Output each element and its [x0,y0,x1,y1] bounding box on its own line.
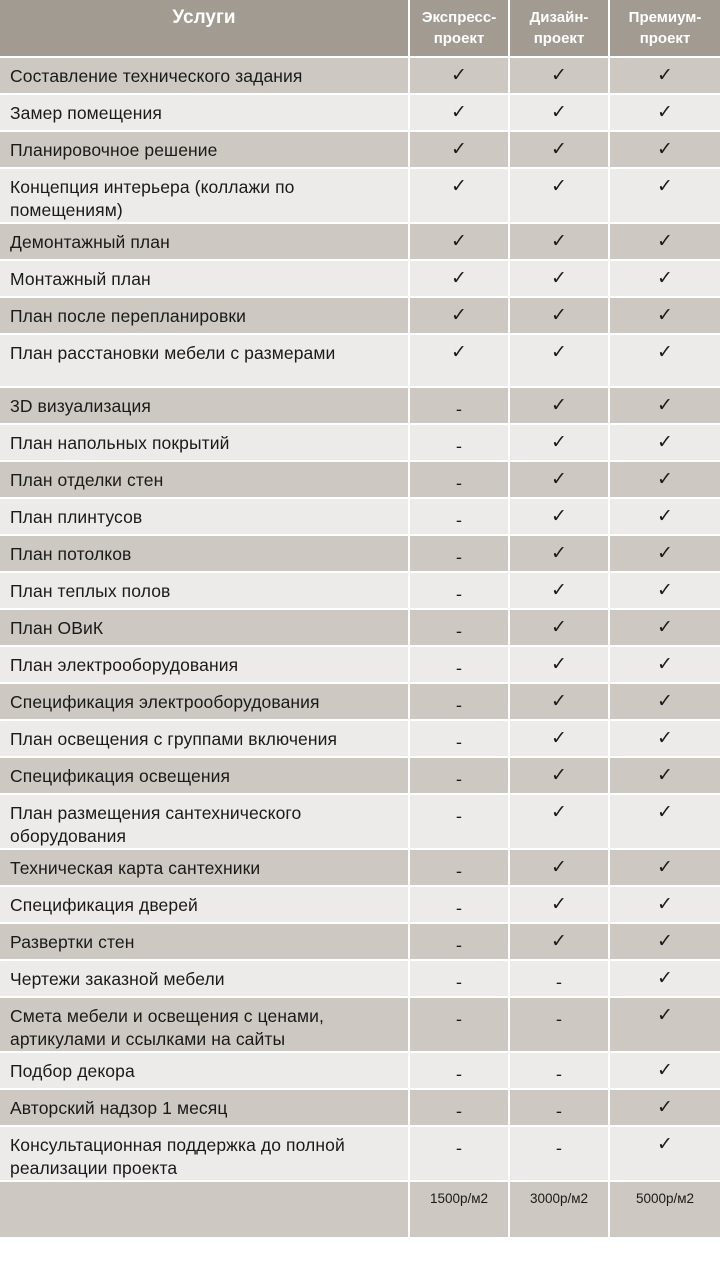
not-included-mark-express: - [409,1089,509,1126]
service-name: Чертежи заказной мебели [0,960,409,997]
plan-header-line1: Премиум- [628,9,702,26]
header-row [0,0,720,57]
included-check-express: ✓ [409,131,509,168]
included-check-premium: ✓ [609,886,720,923]
included-check-design: ✓ [509,57,609,94]
included-check-express: ✓ [409,57,509,94]
table-row [0,168,720,223]
included-check-premium: ✓ [609,683,720,720]
not-included-mark-design: - [509,1126,609,1181]
not-included-mark-express: - [409,757,509,794]
not-included-mark-express: - [409,609,509,646]
included-check-design: ✓ [509,886,609,923]
included-check-design: ✓ [509,131,609,168]
not-included-mark-express: - [409,960,509,997]
included-check-design: ✓ [509,260,609,297]
included-check-premium: ✓ [609,461,720,498]
service-name: Планировочное решение [0,131,409,168]
service-name: Техническая карта сантехники [0,849,409,886]
table-row [0,849,720,886]
included-check-design: ✓ [509,849,609,886]
plan-header-line1: Дизайн- [529,9,589,26]
service-name: План ОВиК [0,609,409,646]
included-check-premium: ✓ [609,1052,720,1089]
not-included-mark-design: - [509,997,609,1052]
table-row [0,646,720,683]
not-included-mark-design: - [509,960,609,997]
included-check-premium: ✓ [609,424,720,461]
table-row [0,94,720,131]
services-column-header: Услуги [0,0,409,57]
included-check-premium: ✓ [609,997,720,1052]
service-name: План электрооборудования [0,646,409,683]
included-check-design: ✓ [509,94,609,131]
included-check-premium: ✓ [609,297,720,334]
service-name: Демонтажный план [0,223,409,260]
table-row [0,387,720,424]
table-row [0,260,720,297]
service-name: Спецификация освещения [0,757,409,794]
included-check-design: ✓ [509,757,609,794]
plan-header-line1: Экспресс- [421,9,497,26]
included-check-premium: ✓ [609,387,720,424]
service-name: Смета мебели и освещения с ценами, артикулами и ссылками на сайты [0,997,409,1052]
service-name: План отделки стен [0,461,409,498]
included-check-design: ✓ [509,923,609,960]
included-check-premium: ✓ [609,223,720,260]
plan-header-line2: проект [533,30,585,47]
table-row [0,923,720,960]
included-check-premium: ✓ [609,168,720,223]
service-name: План после перепланировки [0,297,409,334]
included-check-design: ✓ [509,334,609,387]
included-check-design: ✓ [509,609,609,646]
included-check-design: ✓ [509,720,609,757]
included-check-design: ✓ [509,572,609,609]
table-row [0,57,720,94]
included-check-express: ✓ [409,168,509,223]
table-row [0,498,720,535]
included-check-premium: ✓ [609,131,720,168]
price-row [0,1181,720,1237]
not-included-mark-express: - [409,720,509,757]
service-name: План теплых полов [0,572,409,609]
table-row [0,424,720,461]
included-check-design: ✓ [509,498,609,535]
not-included-mark-express: - [409,997,509,1052]
table-row [0,223,720,260]
included-check-design: ✓ [509,168,609,223]
not-included-mark-express: - [409,1052,509,1089]
service-name: Спецификация электрооборудования [0,683,409,720]
table-row [0,757,720,794]
included-check-express: ✓ [409,260,509,297]
not-included-mark-express: - [409,387,509,424]
included-check-premium: ✓ [609,94,720,131]
not-included-mark-express: - [409,646,509,683]
service-name: Авторский надзор 1 месяц [0,1089,409,1126]
not-included-mark-express: - [409,683,509,720]
service-name: План освещения с группами включения [0,720,409,757]
included-check-design: ✓ [509,461,609,498]
service-name: План размещения сантехнического оборудования [0,794,409,849]
table-row [0,461,720,498]
included-check-express: ✓ [409,94,509,131]
included-check-premium: ✓ [609,960,720,997]
service-name: Монтажный план [0,260,409,297]
service-name: Концепция интерьера (коллажи по помещениям) [0,168,409,223]
table-row [0,794,720,849]
table-row [0,683,720,720]
not-included-mark-express: - [409,849,509,886]
included-check-express: ✓ [409,334,509,387]
included-check-premium: ✓ [609,646,720,683]
not-included-mark-express: - [409,886,509,923]
included-check-design: ✓ [509,297,609,334]
table-row [0,609,720,646]
service-name: Замер помещения [0,94,409,131]
included-check-design: ✓ [509,223,609,260]
table-row [0,1089,720,1126]
included-check-design: ✓ [509,794,609,849]
plan-header-line2: проект [639,30,691,47]
included-check-premium: ✓ [609,572,720,609]
table-row [0,535,720,572]
table-row [0,572,720,609]
not-included-mark-express: - [409,794,509,849]
included-check-design: ✓ [509,387,609,424]
table-row [0,886,720,923]
included-check-design: ✓ [509,683,609,720]
included-check-premium: ✓ [609,720,720,757]
not-included-mark-express: - [409,572,509,609]
service-name: Составление технического задания [0,57,409,94]
not-included-mark-express: - [409,461,509,498]
not-included-mark-design: - [509,1089,609,1126]
included-check-express: ✓ [409,223,509,260]
price-footer [0,1181,720,1237]
included-check-premium: ✓ [609,1126,720,1181]
included-check-design: ✓ [509,535,609,572]
price-design: 3000р/м2 [509,1181,609,1237]
included-check-premium: ✓ [609,609,720,646]
plan-header-express [409,0,509,57]
included-check-premium: ✓ [609,498,720,535]
service-name: План плинтусов [0,498,409,535]
not-included-mark-express: - [409,535,509,572]
table-row [0,1126,720,1181]
plan-header-design [509,0,609,57]
table-row [0,334,720,387]
included-check-premium: ✓ [609,260,720,297]
table-row [0,960,720,997]
table-row [0,1052,720,1089]
not-included-mark-express: - [409,498,509,535]
not-included-mark-express: - [409,923,509,960]
service-name: 3D визуализация [0,387,409,424]
included-check-premium: ✓ [609,849,720,886]
table-row [0,720,720,757]
included-check-premium: ✓ [609,1089,720,1126]
included-check-premium: ✓ [609,57,720,94]
included-check-premium: ✓ [609,535,720,572]
service-name: План расстановки мебели с размерами [0,334,409,387]
service-name: Подбор декора [0,1052,409,1089]
included-check-express: ✓ [409,297,509,334]
service-name: Спецификация дверей [0,886,409,923]
plan-header-line2: проект [433,30,485,47]
service-name: Консультационная поддержка до полной реализации проекта [0,1126,409,1181]
table-body [0,57,720,1181]
included-check-premium: ✓ [609,794,720,849]
not-included-mark-express: - [409,1126,509,1181]
service-name: План напольных покрытий [0,424,409,461]
price-row-label-cell [0,1181,409,1237]
table-row [0,297,720,334]
plan-header-premium [609,0,720,57]
service-name: Развертки стен [0,923,409,960]
included-check-design: ✓ [509,646,609,683]
table-header [0,0,720,57]
not-included-mark-express: - [409,424,509,461]
table-row [0,131,720,168]
included-check-premium: ✓ [609,334,720,387]
included-check-premium: ✓ [609,757,720,794]
table-row [0,997,720,1052]
not-included-mark-design: - [509,1052,609,1089]
included-check-premium: ✓ [609,923,720,960]
included-check-design: ✓ [509,424,609,461]
price-premium: 5000р/м2 [609,1181,720,1237]
service-name: План потолков [0,535,409,572]
price-express: 1500р/м2 [409,1181,509,1237]
